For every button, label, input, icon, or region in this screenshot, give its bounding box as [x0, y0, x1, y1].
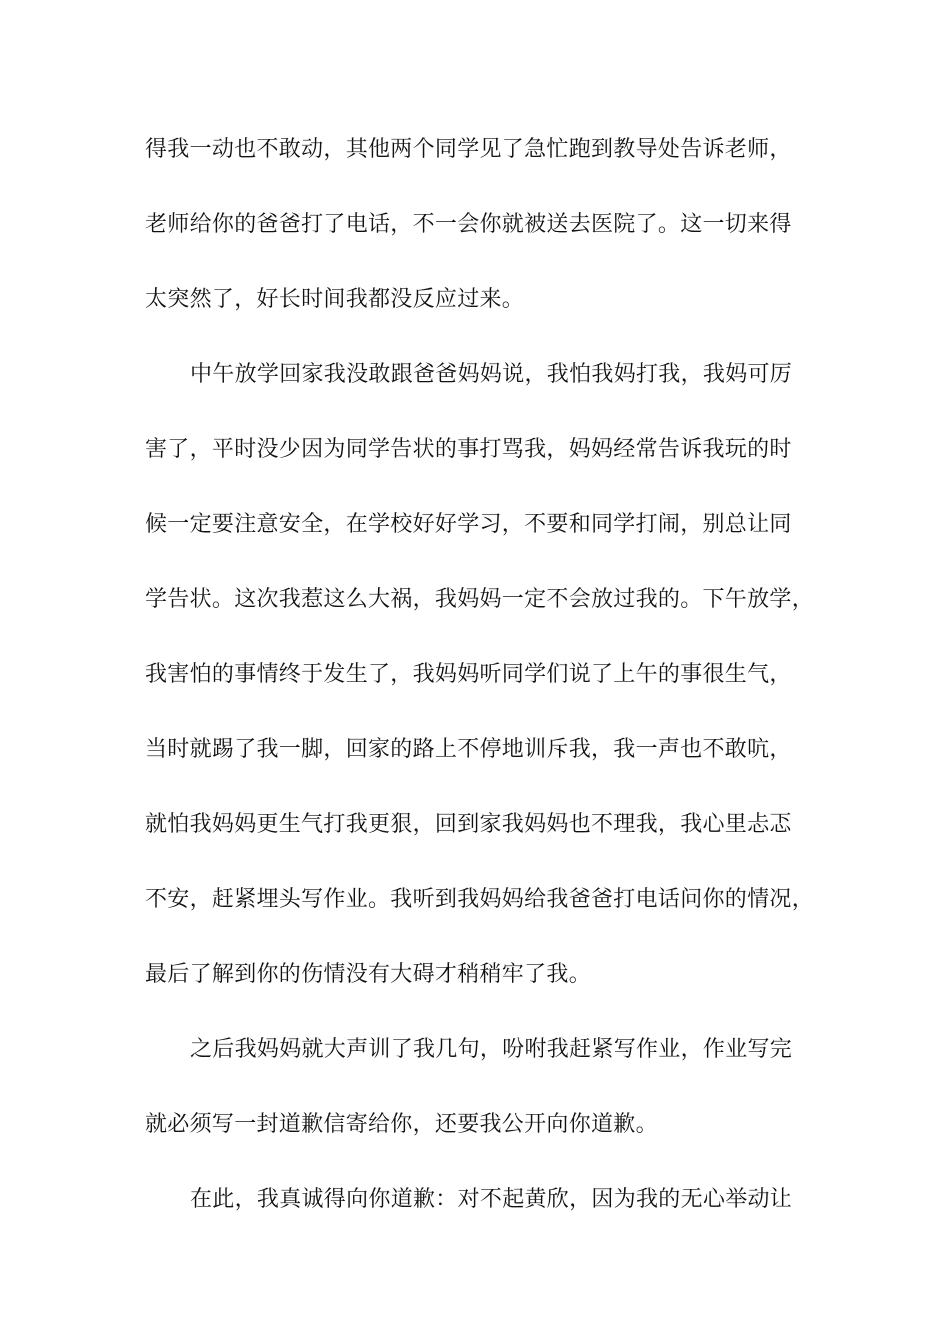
- paragraph-first-line: 中午放学回家我没敢跟爸爸妈妈说，我怕我妈打我，我妈可厉: [190, 362, 793, 387]
- text-line: 最后了解到你的伤情没有大碍才稍稍牢了我。: [145, 962, 592, 987]
- text-line: 我害怕的事情终于发生了，我妈妈听同学们说了上午的事很生气，: [145, 662, 792, 687]
- text-line: 候一定要注意安全，在学校好好学习，不要和同学打闹，别总让同: [145, 512, 792, 537]
- text-line: 不安，赶紧埋头写作业。我听到我妈妈给我爸爸打电话问你的情况，: [145, 887, 815, 912]
- text-line: 老师给你的爸爸打了电话，不一会你就被送去医院了。这一切来得: [145, 212, 792, 237]
- text-line: 害了，平时没少因为同学告状的事打骂我，妈妈经常告诉我玩的时: [145, 437, 792, 462]
- text-line: 就怕我妈妈更生气打我更狠，回到家我妈妈也不理我，我心里忐忑: [145, 812, 792, 837]
- text-line: 学告状。这次我惹这么大祸，我妈妈一定不会放过我的。下午放学，: [145, 587, 815, 612]
- text-line: 当时就踢了我一脚，回家的路上不停地训斥我，我一声也不敢吭，: [145, 737, 792, 762]
- paragraph-first-line: 之后我妈妈就大声训了我几句，吩咐我赶紧写作业，作业写完: [190, 1037, 793, 1062]
- text-line: 太突然了，好长时间我都没反应过来。: [145, 287, 525, 312]
- paragraph-first-line: 在此，我真诚得向你道歉：对不起黄欣，因为我的无心举动让: [190, 1187, 793, 1212]
- text-line: 得我一动也不敢动，其他两个同学见了急忙跑到教导处告诉老师，: [145, 137, 792, 162]
- text-line: 就必须写一封道歉信寄给你，还要我公开向你道歉。: [145, 1112, 658, 1137]
